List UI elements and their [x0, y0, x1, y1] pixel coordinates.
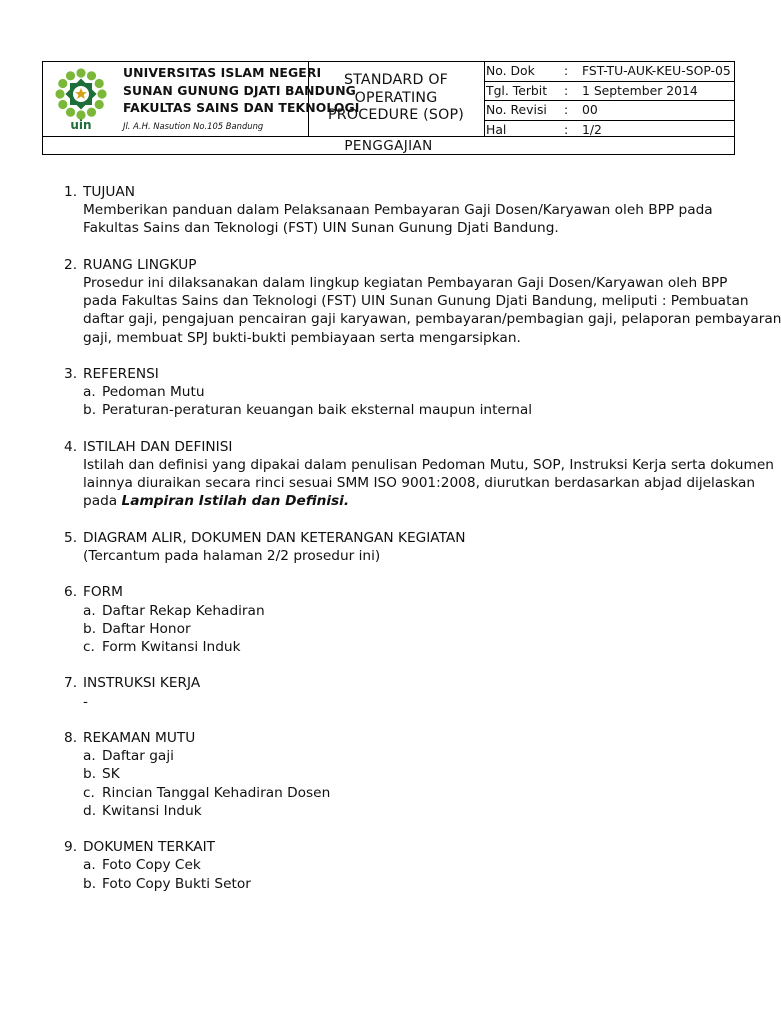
document-title: PENGGAJIAN [344, 138, 433, 154]
meta-key: No. Dok [486, 63, 535, 78]
meta-value: 1/2 [582, 121, 602, 137]
section-title: REFERENSI [83, 366, 159, 382]
section-title: DIAGRAM ALIR, DOKUMEN DAN KETERANGAN KEGIATAN [83, 529, 466, 546]
list-text: Kwitansi Induk [102, 802, 202, 819]
section-heading [64, 183, 734, 201]
list-item [64, 765, 734, 783]
section-istilah [64, 438, 774, 511]
sop-line: OPERATING [354, 89, 438, 106]
list-text: Form Kwitansi Induk [102, 639, 241, 655]
list-marker: c. [83, 784, 95, 801]
paragraph-line: Memberikan panduan dalam Pelaksanaan Pembayaran Gaji Dosen/Karyawan oleh BPP pada [83, 202, 713, 219]
list-marker: a. [83, 748, 96, 765]
section-number: 3. [64, 366, 78, 382]
section-number: 5. [64, 529, 78, 546]
section-number: 7. [64, 675, 78, 692]
lampiran-reference: Lampiran Istilah dan Definisi [121, 493, 344, 510]
meta-key: Tgl. Terbit [486, 82, 548, 98]
list-marker: b. [83, 620, 97, 637]
list-text: Peraturan-peraturan keuangan baik eksternal maupun internal [102, 402, 533, 419]
paragraph-line: - [83, 693, 88, 710]
section-heading [64, 583, 734, 601]
list-text: SK [102, 766, 120, 783]
section-heading [64, 838, 734, 856]
meta-row [484, 100, 735, 120]
institution-line: SUNAN GUNUNG DJATI BANDUNG [123, 82, 356, 98]
list-item [64, 620, 734, 638]
section-form [64, 583, 734, 656]
section-heading [64, 256, 734, 274]
list-marker: b. [83, 766, 97, 783]
section-instruksi [64, 674, 734, 710]
list-item [64, 875, 734, 893]
section-heading [64, 438, 734, 456]
paragraph-line: Prosedur ini dilaksanakan dalam lingkup kegiatan Pembayaran Gaji Dosen/Karyawan oleh BPP [83, 275, 728, 291]
list-text: Pedoman Mutu [102, 384, 205, 401]
list-item [64, 602, 734, 620]
meta-value: 00 [582, 102, 598, 117]
paragraph-line: Fakultas Sains dan Teknologi (FST) UIN Sunan Gunung Djati Bandung. [83, 220, 559, 237]
list-item [64, 802, 734, 820]
document-body [64, 183, 781, 911]
section-title: ISTILAH DAN DEFINISI [83, 438, 233, 455]
list-marker: b. [83, 875, 97, 892]
section-diagram [64, 529, 734, 565]
institution-address: Jl. A.H. Nasution No.105 Bandung [123, 120, 264, 131]
list-item [64, 747, 734, 765]
list-item [64, 638, 734, 656]
list-item [64, 784, 734, 802]
list-item [64, 401, 734, 419]
institution-line: UNIVERSITAS ISLAM NEGERI [123, 65, 322, 80]
meta-separator: : [564, 82, 569, 98]
sop-title [308, 72, 484, 125]
paragraph-line: pada Fakultas Sains dan Teknologi (FST) UIN Sunan Gunung Djati Bandung, meliputi : Pembuatan [83, 293, 749, 310]
institution-block [123, 64, 360, 136]
paragraph-line: lainnya diuraikan secara rinci sesuai SMM ISO 9001:2008, diurutkan berdasarkan abjad dijelaskan [83, 475, 756, 492]
document-meta-table [484, 62, 735, 136]
list-item [64, 383, 734, 401]
section-heading [64, 674, 734, 692]
section-number: 8. [64, 729, 78, 746]
meta-separator: : [564, 102, 569, 117]
list-marker: a. [83, 857, 96, 874]
meta-key: Hal [486, 121, 507, 137]
list-item [64, 856, 734, 874]
list-text: Daftar Honor [102, 620, 191, 637]
section-title: TUJUAN [83, 184, 136, 200]
section-number: 4. [64, 438, 78, 455]
paragraph-line: Istilah dan definisi yang dipakai dalam penulisan Pedoman Mutu, SOP, Instruksi Kerja serta dokumen [83, 457, 774, 473]
section-number: 2. [64, 256, 78, 273]
list-marker: a. [83, 602, 96, 619]
institution-line: FAKULTAS SAINS DAN TEKNOLOGI [123, 100, 360, 115]
sop-line: STANDARD OF [343, 72, 449, 88]
list-text: Rincian Tanggal Kehadiran Dosen [102, 784, 331, 801]
section-number: 1. [64, 184, 78, 200]
paragraph-line: daftar gaji, pengajuan pencairan gaji karyawan, pembayaran/pembagian gaji, pelaporan pembayaran [83, 311, 781, 328]
section-title: RUANG LINGKUP [83, 256, 197, 273]
section-heading [64, 365, 734, 383]
section-tujuan [64, 183, 734, 238]
section-heading [64, 529, 734, 547]
section-ruang-lingkup [64, 256, 781, 347]
meta-row [484, 62, 735, 81]
paragraph-line [64, 492, 734, 510]
meta-value: FST-TU-AUK-KEU-SOP-05 [582, 63, 731, 78]
list-marker: c. [83, 639, 95, 655]
section-number: 9. [64, 839, 78, 856]
list-text: Foto Copy Bukti Setor [102, 875, 251, 892]
paragraph-line: (Tercantum pada halaman 2/2 prosedur ini) [83, 548, 381, 564]
meta-separator: : [564, 121, 569, 137]
section-terkait [64, 838, 734, 893]
meta-row [484, 81, 735, 101]
list-marker: b. [83, 402, 97, 419]
list-text: Daftar Rekap Kehadiran [102, 602, 265, 619]
meta-key: No. Revisi [486, 102, 547, 117]
sop-line: PROCEDURE (SOP) [328, 107, 464, 124]
section-title: INSTRUKSI KERJA [83, 675, 201, 692]
list-text: Foto Copy Cek [102, 857, 201, 874]
meta-separator: : [564, 63, 569, 78]
section-title: DOKUMEN TERKAIT [83, 839, 216, 856]
meta-value: 1 September 2014 [582, 82, 698, 98]
section-heading [64, 729, 734, 747]
text-fragment: . [343, 493, 350, 510]
section-number: 6. [64, 584, 78, 601]
list-marker: d. [83, 802, 97, 819]
uin-logo [51, 66, 111, 132]
list-marker: a. [83, 384, 96, 401]
list-text: Daftar gaji [102, 748, 174, 765]
logo-text: uin [70, 118, 92, 132]
document-header [42, 61, 735, 155]
section-referensi [64, 365, 734, 420]
paragraph-line: gaji, membuat SPJ bukti-bukti pembiayaan serta mengarsipkan. [83, 329, 521, 346]
section-rekaman [64, 729, 734, 820]
section-title: REKAMAN MUTU [83, 729, 196, 746]
section-title: FORM [83, 584, 123, 601]
text-fragment: pada [83, 493, 122, 510]
